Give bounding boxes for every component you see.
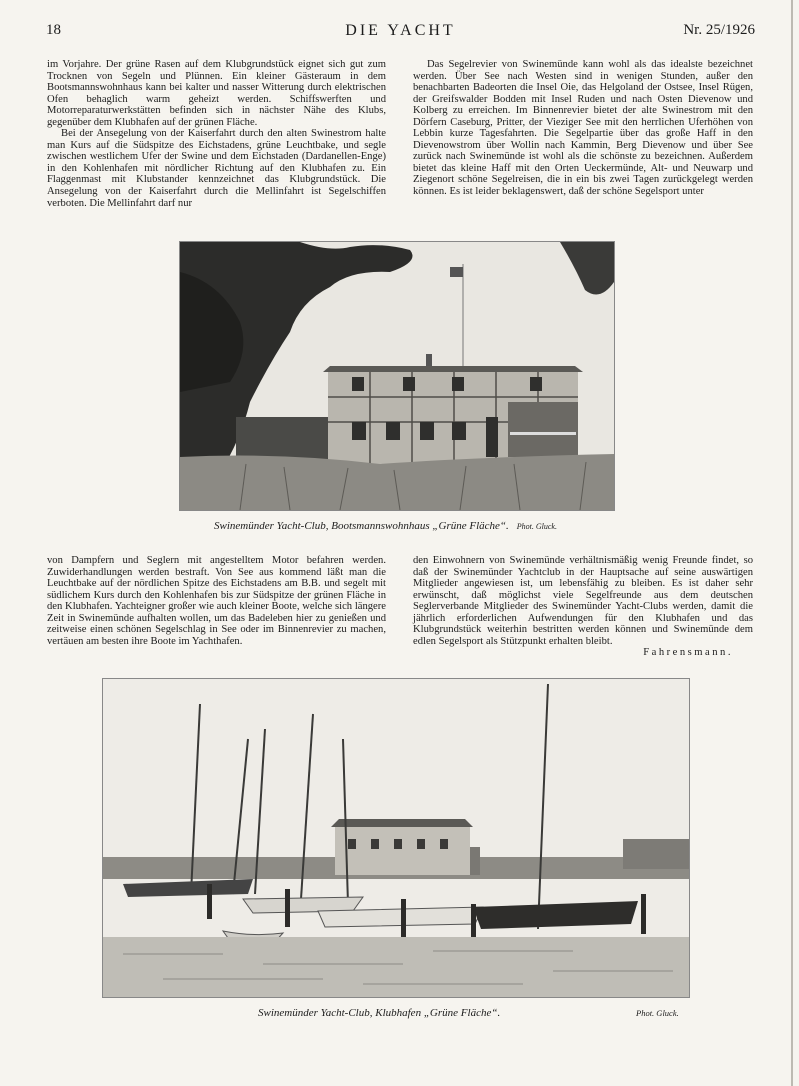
photo-caption: [258, 1007, 500, 1019]
page-number: 18: [46, 22, 61, 38]
paragraph: von Dampfern und Seglern mit angestelltem Motor befahren werden. Zuwiderhandlungen werden bestraft. Von See aus kommend läßt man die Leuchtbake auf der nördlichen Spitze des Eichstadens am B.B. und segelt mit südlichem Kurs durch den Kohlenhafen bis zur Südspitze der grünen Fläche in den Klubhafen. Yachteigner großer wie auch kleiner Boote, welche sich längere Zeit in Swinemünde aufhalten wollen, um das Badeleben hier zu genießen und zeitweise einen schönen Segelschlag in See oder im Binnenrevier zu machen, vertäuen am besten ihre Boote im Yachthafen.: [47, 555, 386, 647]
magazine-title: DIE YACHT: [345, 22, 456, 39]
paragraph: Das Segelrevier von Swinemünde kann wohl als das idealste bezeichnet werden. Über See nach Westen sind in wenigen Stunden, außer den benachbarten Badeorten die Insel Oie, das Helgoland der Ostsee, Insel Rügen, der Greifswalder Bodden mit Insel Ruden und nach Osten Dievenow und Kolberg zu erreichen. Im Binnenrevier bietet der alte Swinestrom mit den Dörfern Caseburg, Pritter, der Vieziger See mit den herrlichen Uferhöhen von Lebbin kurze Tagesfahrten. Die Segelpartie über das große Haff in den Dievenowstrom über Wollin nach Kammin, Berg Dievenow und über See zurück nach Swinemünde ist wohl als die schönste zu bezeichnen. Außerdem bietet das kleine Haff mit den Orten Ueckermünde, Alt- und Neuwarp und Ziegenort schöne Segelreisen, die in ein bis zwei Tagen zurückgelegt werden können. Es ist leider beklagenswert, daß der schöne Segelsport unter: [413, 59, 753, 198]
page-header: [46, 22, 755, 44]
article-column-top-left: [47, 59, 386, 209]
article-column-mid-right: [413, 555, 753, 659]
photo-caption: [214, 520, 557, 532]
scan-edge: [791, 0, 793, 1086]
photo-club-harbour: [102, 678, 690, 998]
article-column-mid-left: [47, 555, 386, 647]
photo-boatmans-house-image: [180, 242, 614, 510]
issue-number: Nr. 25/1926: [683, 22, 755, 38]
author-signature: Fahrensmann.: [643, 647, 733, 659]
caption-text: Swinemünder Yacht-Club, Bootsmannswohnhaus „Grüne Fläche“.: [214, 520, 509, 532]
paragraph: Bei der Ansegelung von der Kaiserfahrt durch den alten Swinestrom halte man Kurs auf die Südspitze des Eichstadens, grüne Leuchtbake, und segle zwischen westlichem Ufer der Swine und dem Eichstaden (Dardanellen-Enge) in den Kohlenhafen mit nördlicher Richtung auf den Klubhafen zu. Ein Flaggenmast mit Klubstander kennzeichnet das Klubgrundstück. Die Ansegelung von der Kaiserfahrt durch die Mellinfahrt ist Segelschiffen verboten. Die Mellinfahrt darf nur: [47, 128, 386, 209]
photo-credit: Phot. Gluck.: [516, 522, 557, 531]
paragraph: im Vorjahre. Der grüne Rasen auf dem Klubgrundstück eignet sich gut zum Trocknen von Segeln und Plünnen. Ein kleiner Gästeraum in dem Bootsmannswohnhaus kann bei kalter und nasser Witterung durch elektrischen Ofen behaglich warm geheizt werden. Schiffswerften und Motorreparaturwerkstätten befinden sich in nächster Nähe des Klubs, gegenüber dem Klubhafen auf der grünen Fläche.: [47, 59, 386, 128]
photo-credit: Phot. Gluck.: [636, 1008, 679, 1018]
photo-boatmans-house: [179, 241, 615, 511]
article-column-top-right: [413, 59, 753, 198]
photo-club-harbour-image: [103, 679, 689, 997]
paragraph: den Einwohnern von Swinemünde verhältnismäßig wenig Freunde findet, so daß der Swinemünder Yachtclub in der Hauptsache auf seine auswärtigen Mitglieder angewiesen ist, um lebensfähig zu bleiben. Es ist daher sehr erwünscht, daß möglichst viele Segelfreunde aus dem deutschen Seglerverbande Mitglieder des Swinemünder Yacht-Clubs werden, damit die jährlich erforderlichen Aufwendungen für den Klubhafen und das Klubgrundstück weiterhin bestritten werden können und Swinemünde dem edlen Segelsport als Stützpunkt erhalten bleibt.: [413, 555, 753, 647]
caption-text: Swinemünder Yacht-Club, Klubhafen „Grüne Fläche“.: [258, 1007, 501, 1019]
